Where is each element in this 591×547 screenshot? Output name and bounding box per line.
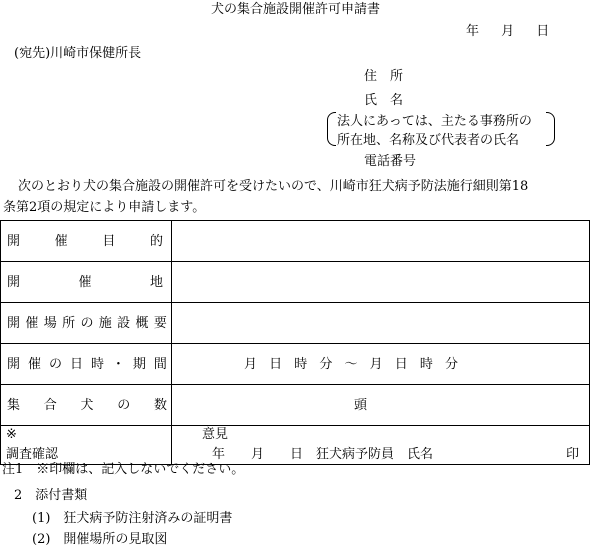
purpose-label xyxy=(1,221,172,262)
note-4: (2) 開催場所の見取図 xyxy=(32,532,168,547)
datetime-field[interactable] xyxy=(172,344,590,385)
label-char: 集 xyxy=(7,397,21,413)
facility-label xyxy=(1,303,172,344)
bracket-left xyxy=(327,112,336,146)
label-char: 間 xyxy=(153,356,167,372)
review-label xyxy=(1,426,172,465)
note-3: (1) 狂犬病予防注射済みの証明書 xyxy=(32,511,233,526)
table-row-datetime xyxy=(1,344,590,385)
label-char: 催 xyxy=(78,274,92,290)
application-form-table xyxy=(0,220,590,465)
label-char: 概 xyxy=(135,315,149,331)
review-mark: ※ xyxy=(6,427,17,442)
label-char: 日 xyxy=(69,356,83,372)
label-char: 地 xyxy=(149,274,163,290)
bracket-right xyxy=(546,112,555,146)
label-char: 催 xyxy=(54,233,68,249)
table-row-dogs xyxy=(1,385,590,426)
label-char: の xyxy=(117,397,131,413)
table-row-location xyxy=(1,262,590,303)
date-line: 年 月 日 xyxy=(466,24,550,39)
label-char: 犬 xyxy=(80,397,94,413)
facility-field[interactable] xyxy=(172,303,590,344)
location-label xyxy=(1,262,172,303)
datetime-label-text xyxy=(1,358,171,371)
table-row-purpose xyxy=(1,221,590,262)
corporation-note-line2: 所在地、名称及び代表者の氏名 xyxy=(337,133,520,148)
recipient: (宛先)川崎市保健所長 xyxy=(14,46,142,61)
label-char: 時 xyxy=(90,356,104,372)
label-char: 所 xyxy=(62,315,76,331)
label-char: 開 xyxy=(7,233,21,249)
label-char: 期 xyxy=(132,356,146,372)
dogs-label-text xyxy=(1,399,171,412)
label-char: 開 xyxy=(7,315,21,331)
note-2: 2 添付書類 xyxy=(14,488,88,503)
datetime-value: 月 日 時 分 〜 月 日 時 分 xyxy=(244,356,459,372)
label-char: 場 xyxy=(43,315,57,331)
label-char: 目 xyxy=(102,233,116,249)
label-char: 数 xyxy=(153,397,167,413)
phone-label: 電話番号 xyxy=(364,154,417,169)
review-label-text: 調査確認 xyxy=(6,447,59,462)
table-row-review xyxy=(1,426,590,465)
review-field xyxy=(172,426,590,465)
label-char: 要 xyxy=(153,315,167,331)
location-field[interactable] xyxy=(172,262,590,303)
corporation-note-line1: 法人にあっては、主たる事務所の xyxy=(337,114,532,129)
table-row-facility xyxy=(1,303,590,344)
review-opinion: 意見 xyxy=(202,427,229,442)
label-char: の xyxy=(48,356,62,372)
intro-line2: 条第2項の規定により申請します。 xyxy=(3,200,206,215)
address-label: 住 所 xyxy=(364,69,404,84)
purpose-label-text xyxy=(1,235,171,248)
label-char: の xyxy=(80,315,94,331)
label-char: 開 xyxy=(7,274,21,290)
page-title: 犬の集合施設開催許可申請書 xyxy=(210,2,380,17)
label-char: ・ xyxy=(111,356,125,372)
seal-mark: 印 xyxy=(565,447,579,462)
label-char: 施 xyxy=(98,315,112,331)
review-signature-line: 年 月 日 狂犬病予防員 氏名 xyxy=(212,447,434,462)
intro-line1: 次のとおり犬の集合施設の開催許可を受けたいので、川崎市狂犬病予防法施行細則第18 xyxy=(18,179,529,194)
dogs-field[interactable] xyxy=(172,385,590,426)
note-1: 注1 ※印欄は、記入しないでください。 xyxy=(2,462,245,477)
facility-label-text xyxy=(1,317,171,330)
label-char: 設 xyxy=(117,315,131,331)
label-char: 催 xyxy=(25,315,39,331)
label-char: 開 xyxy=(7,356,21,372)
label-char: 合 xyxy=(43,397,57,413)
dogs-label xyxy=(1,385,172,426)
label-char: 的 xyxy=(149,233,163,249)
dogs-unit: 頭 xyxy=(353,397,367,413)
purpose-field[interactable] xyxy=(172,221,590,262)
name-label: 氏 名 xyxy=(364,93,404,108)
datetime-label xyxy=(1,344,172,385)
location-label-text xyxy=(1,276,171,289)
label-char: 催 xyxy=(27,356,41,372)
